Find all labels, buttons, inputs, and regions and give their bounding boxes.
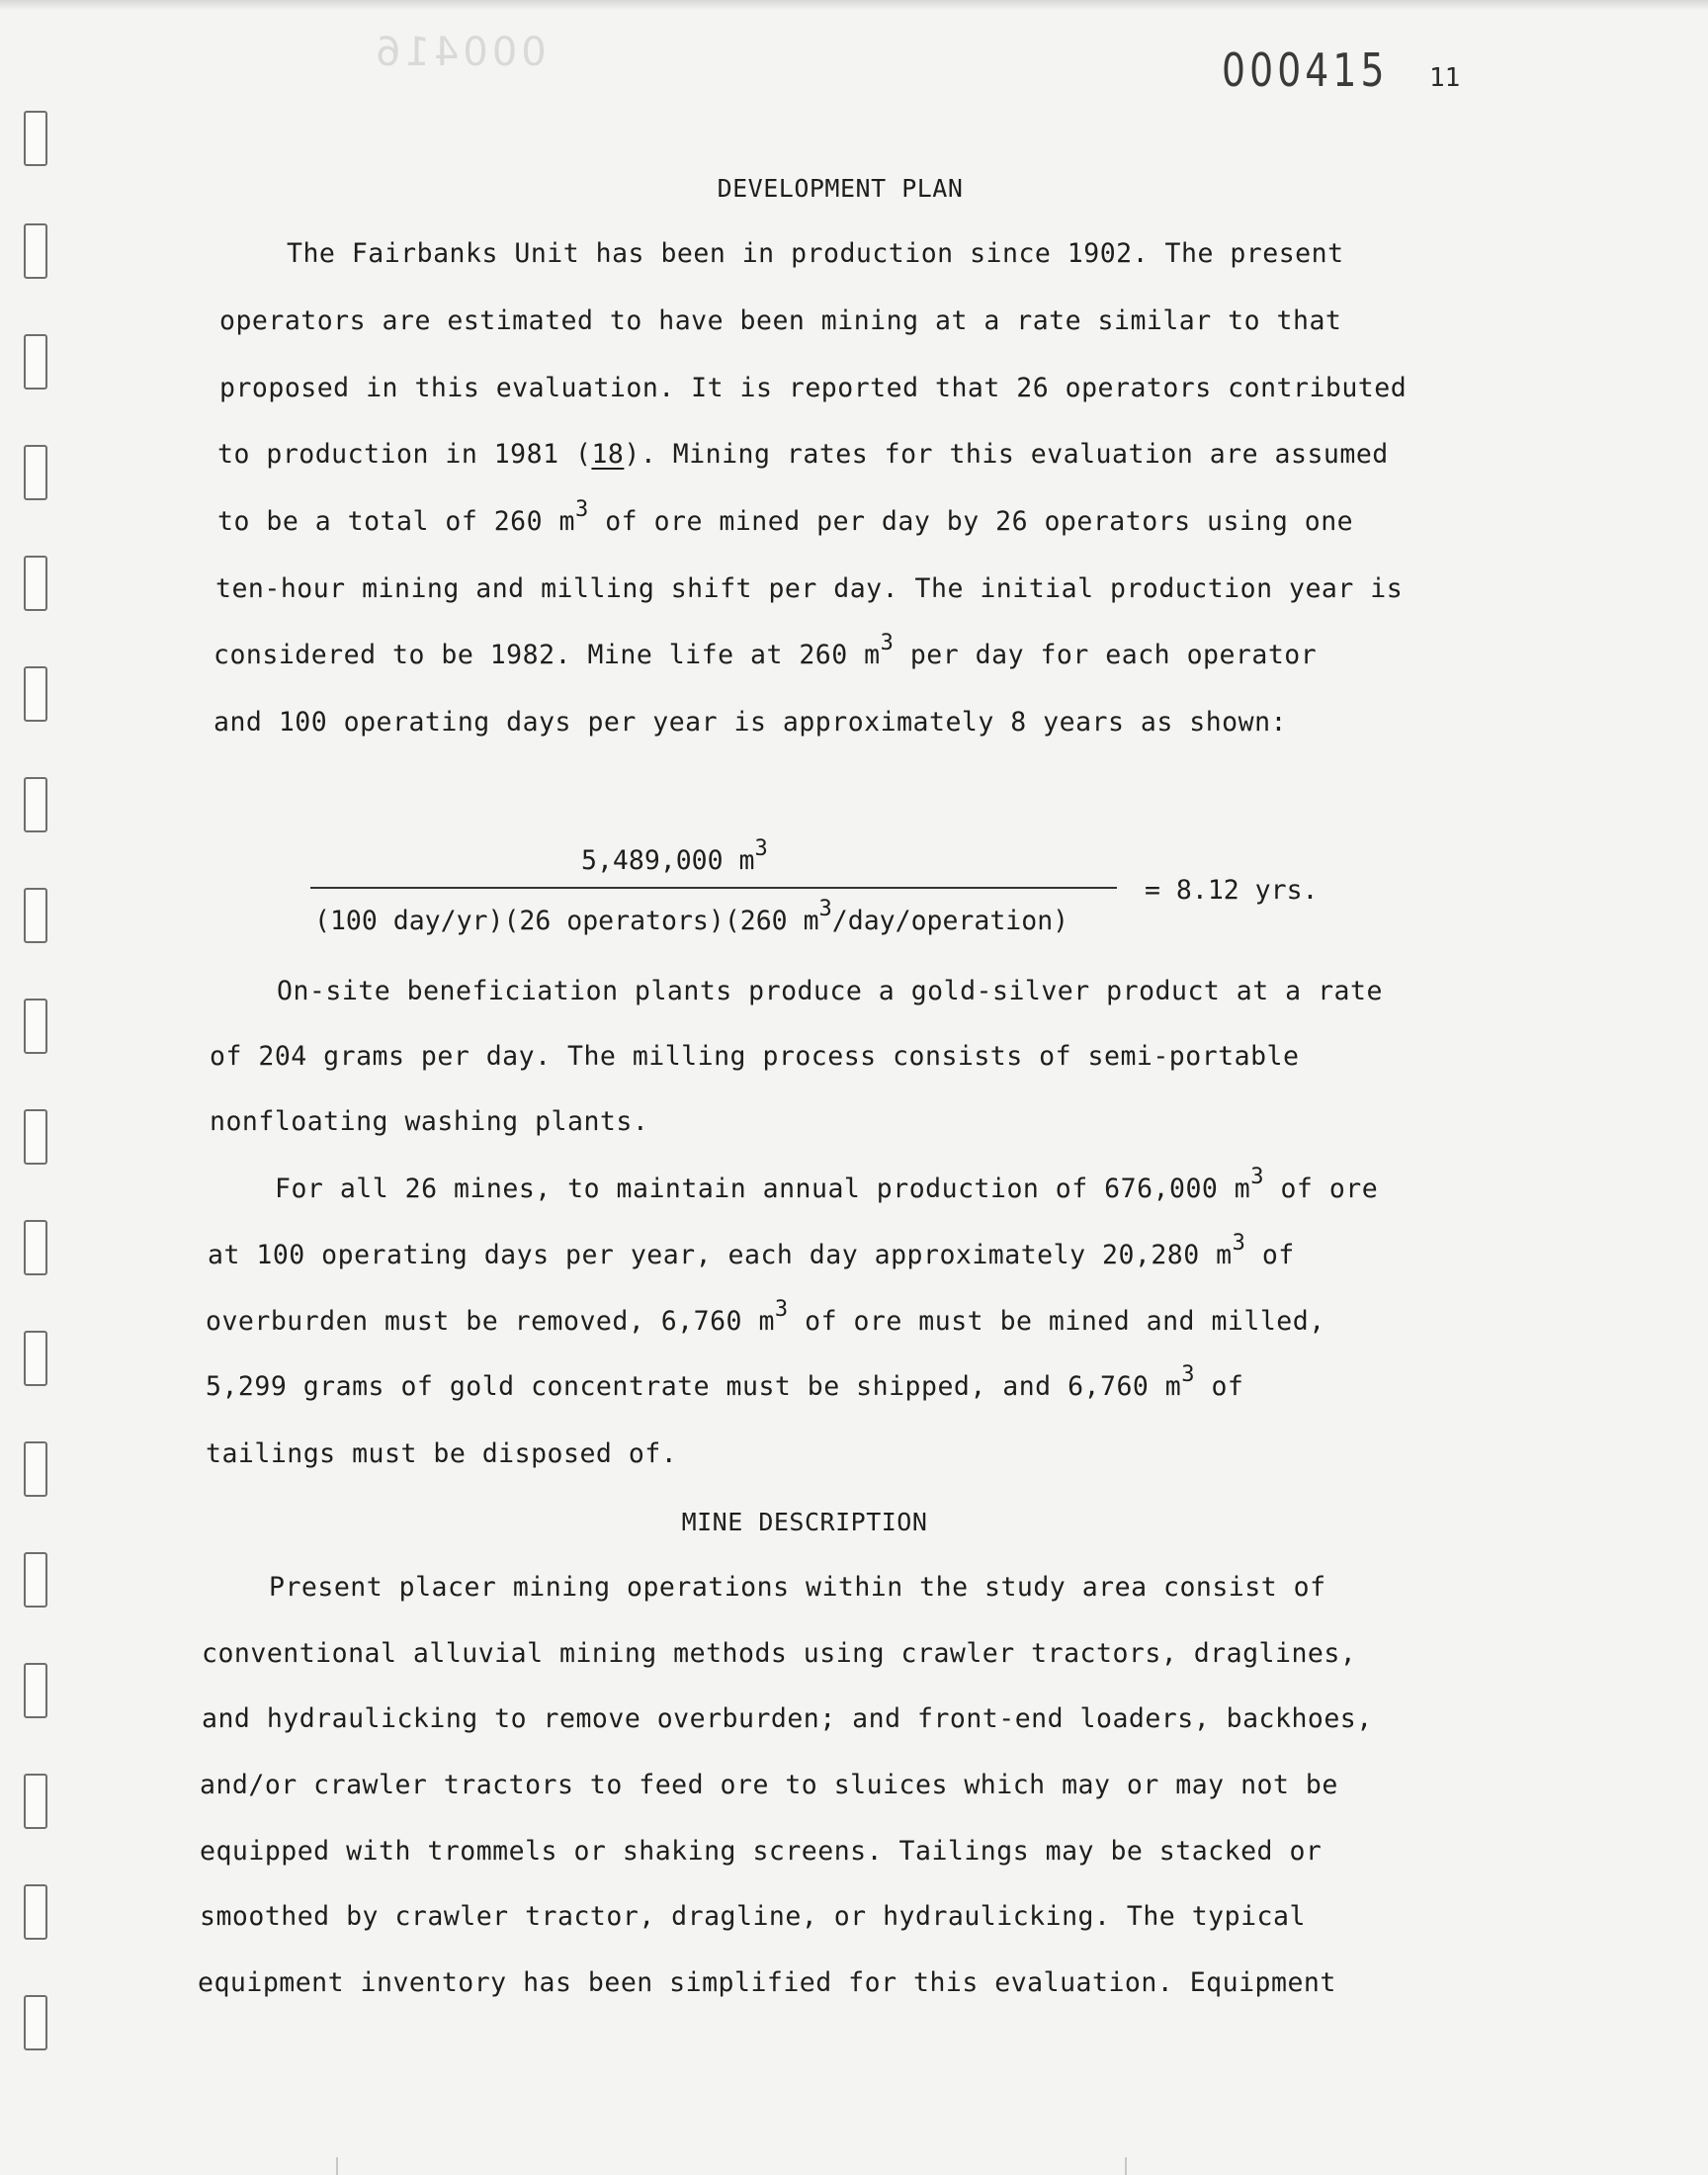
- punch-hole: [24, 666, 47, 722]
- fraction-bar: [310, 887, 1117, 889]
- punch-hole: [24, 1995, 47, 2050]
- text-line: and 100 operating days per year is approximately 8 years as shown:: [214, 707, 1287, 738]
- text-line: of 204 grams per day. The milling process consists of semi-portable: [210, 1041, 1300, 1072]
- text-line: equipped with trommels or shaking screens. Tailings may be stacked or: [200, 1836, 1323, 1867]
- punch-hole: [24, 999, 47, 1054]
- punch-hole: [24, 334, 47, 390]
- punch-hole: [24, 1109, 47, 1165]
- text-line: considered to be 1982. Mine life at 260 $m^3$ per day for each operator: [214, 631, 1318, 670]
- section-heading-development-plan: DEVELOPMENT PLAN: [717, 174, 964, 203]
- bleed-through-stamp: 000416: [372, 30, 547, 75]
- scan-shadow-line: [336, 2157, 338, 2175]
- punch-hole: [24, 1884, 47, 1940]
- text-line: ten-hour mining and milling shift per day. The initial production year is: [215, 573, 1404, 604]
- page-number: 11: [1429, 63, 1461, 93]
- superscript: 3: [1232, 1231, 1246, 1256]
- superscript: 3: [1181, 1362, 1196, 1387]
- punch-hole: [24, 1441, 47, 1497]
- document-stamp-number: 000415: [1222, 44, 1389, 97]
- text-line: The Fairbanks Unit has been in production since 1902. The present: [287, 238, 1344, 269]
- text-line: 5,299 grams of gold concentrate must be shipped, and 6,760 $m^3$ of: [206, 1362, 1244, 1402]
- punch-hole: [24, 223, 47, 279]
- punch-hole: [24, 777, 47, 832]
- punch-hole: [24, 556, 47, 611]
- punch-hole: [24, 1552, 47, 1608]
- equation-numerator: 5,489,000 $m^3$: [581, 836, 768, 876]
- superscript: 3: [774, 1297, 789, 1322]
- punch-hole: [24, 1663, 47, 1718]
- reference-citation: 18: [591, 439, 625, 470]
- text-line: to production in 1981 (18). Mining rates for this evaluation are assumed: [217, 439, 1389, 470]
- text-line: smoothed by crawler tractor, dragline, or hydraulicking. The typical: [200, 1901, 1306, 1932]
- punch-hole: [24, 445, 47, 500]
- text-line: tailings must be disposed of.: [206, 1438, 678, 1469]
- text-line: For all 26 mines, to maintain annual production of 676,000 $m^3$ of ore: [275, 1165, 1379, 1204]
- text-line: conventional alluvial mining methods using crawler tractors, draglines,: [202, 1638, 1357, 1669]
- punch-hole: [24, 888, 47, 943]
- punch-hole: [24, 111, 47, 166]
- punch-hole: [24, 1220, 47, 1275]
- text-line: proposed in this evaluation. It is reported that 26 operators contributed: [219, 373, 1408, 403]
- text-line: equipment inventory has been simplified for this evaluation. Equipment: [198, 1967, 1336, 1998]
- text-line: nonfloating washing plants.: [210, 1106, 649, 1137]
- superscript: 3: [754, 836, 768, 861]
- punch-hole: [24, 1331, 47, 1386]
- text-line: to be a total of 260 $m^3$ of ore mined per day by 26 operators using one: [217, 497, 1354, 537]
- superscript: 3: [880, 631, 895, 655]
- text-line: and/or crawler tractors to feed ore to sluices which may or may not be: [200, 1770, 1338, 1800]
- text-line: overburden must be removed, 6,760 $m^3$ of ore must be mined and milled,: [206, 1297, 1325, 1337]
- punch-hole: [24, 1774, 47, 1829]
- text-line: and hydraulicking to remove overburden; and front-end loaders, backhoes,: [202, 1703, 1373, 1734]
- text-line: operators are estimated to have been mining at a rate similar to that: [219, 305, 1342, 336]
- text-line: Present placer mining operations within the study area consist of: [269, 1572, 1326, 1603]
- text-line: at 100 operating days per year, each day approximately 20,280 $m^3$ of: [208, 1231, 1295, 1270]
- equation-denominator: (100 day/yr)(26 operators)(260 $m^3/day/operation$): [314, 897, 1069, 936]
- text-line: On-site beneficiation plants produce a gold-silver product at a rate: [277, 976, 1383, 1006]
- scan-shadow-line: [1125, 2157, 1127, 2175]
- equation-result: = 8.12 yrs.: [1145, 875, 1319, 906]
- superscript: 3: [1250, 1165, 1265, 1189]
- superscript: 3: [575, 497, 589, 522]
- superscript: 3: [818, 897, 832, 921]
- section-heading-mine-description: MINE DESCRIPTION: [681, 1508, 928, 1536]
